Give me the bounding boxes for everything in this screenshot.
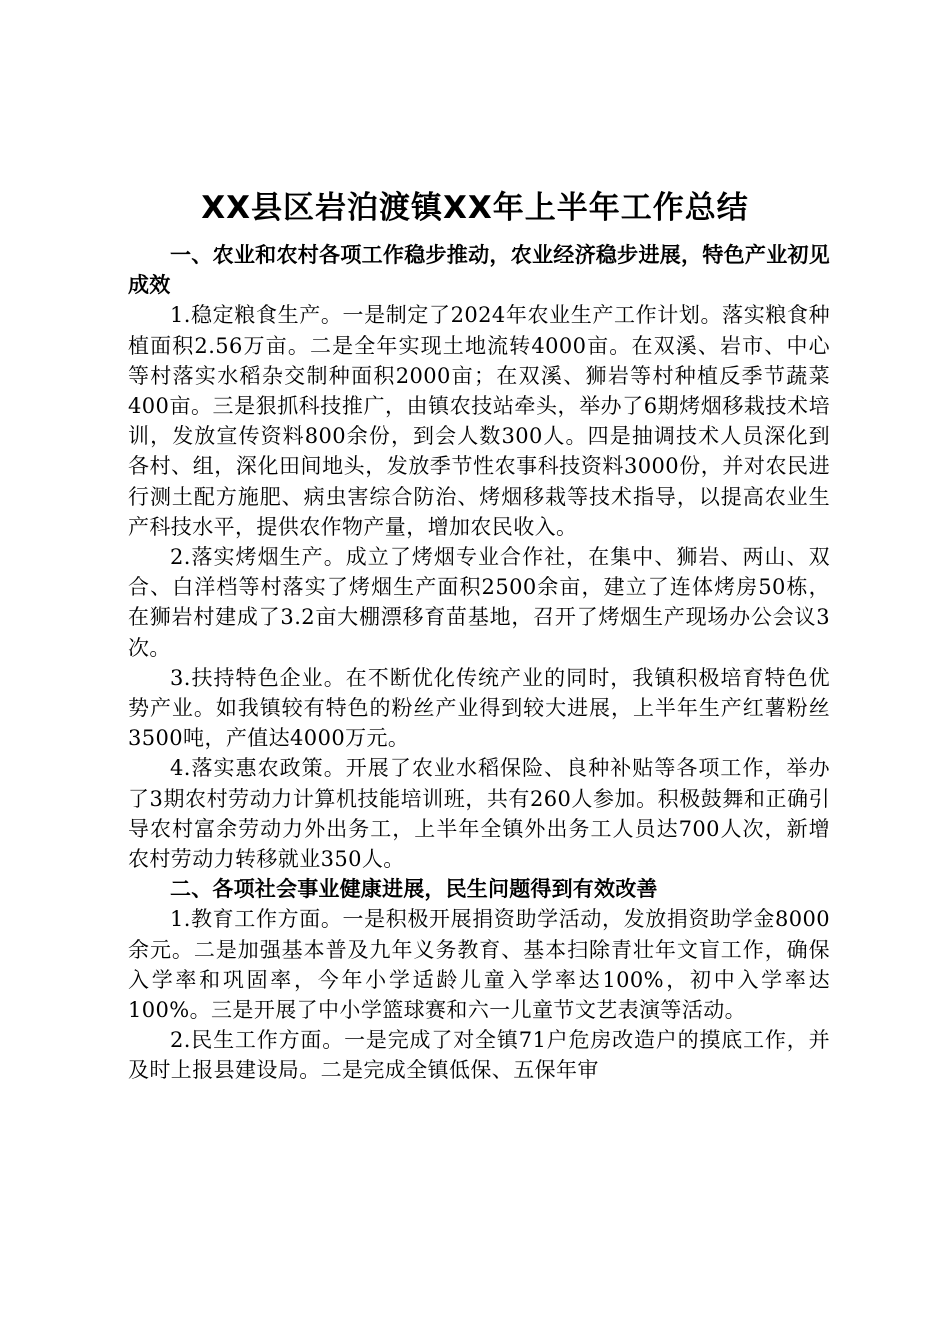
paragraph-farm-policies: 4.落实惠农政策。开展了农业水稻保险、良种补贴等各项工作，举办了3期农村劳动力计算机技能培训班，共有260人参加。积极鼓舞和正确引导农村富余劳动力外出务工，上半年全镇外出务工人员达700人次，新增农村劳动力转移就业350人。 [128,756,830,872]
section-heading-agriculture: 一、农业和农村各项工作稳步推动，农业经济稳步进展，特色产业初见成效 [128,243,830,298]
paragraph-livelihood: 2.民生工作方面。一是完成了对全镇71户危房改造户的摸底工作，并及时上报县建设局。二是完成全镇低保、五保年审 [128,1028,830,1083]
paragraph-grain-production: 1.稳定粮食生产。一是制定了2024年农业生产工作计划。落实粮食种植面积2.56万亩。二是全年实现土地流转4000亩。在双溪、岩市、中心等村落实水稻杂交制种面积2000亩；在双溪、狮岩等村种植反季节蔬菜400亩。三是狠抓科技推广，由镇农技站牵头，举办了6期烤烟移栽技术培训，发放宣传资料800余份，到会人数300人。四是抽调技术人员深化到各村、组，深化田间地头，发放季节性农事科技资料3000份，并对农民进行测土配方施肥、病虫害综合防治、烤烟移栽等技术指导，以提高农业生产科技水平，提供农作物产量，增加农民收入。 [128,303,830,539]
paragraph-tobacco-production: 2.落实烤烟生产。成立了烤烟专业合作社，在集中、狮岩、两山、双合、白洋档等村落实了烤烟生产面积2500余亩，建立了连体烤房50栋，在狮岩村建成了3.2亩大棚漂移育苗基地，召开了烤烟生产现场办公会议3次。 [128,545,830,660]
document-body [128,240,830,1086]
paragraph-education: 1.教育工作方面。一是积极开展捐资助学活动，发放捐资助学金8000余元。二是加强基本普及九年义务教育、基本扫除青壮年文盲工作，确保入学率和巩固率，今年小学适龄儿童入学率达100%，初中入学率达100%。三是开展了中小学篮球赛和六一儿童节文艺表演等活动。 [128,907,830,1023]
section-heading-social-affairs: 二、各项社会事业健康进展，民生问题得到有效改善 [170,877,658,902]
paragraph-featured-enterprises: 3.扶持特色企业。在不断优化传统产业的同时，我镇积极培育特色优势产业。如我镇较有特色的粉丝产业得到较大进展，上半年生产红薯粉丝3500吨，产值达4000万元。 [128,665,830,751]
document-title: XX县区岩泊渡镇XX年上半年工作总结 [201,190,749,226]
